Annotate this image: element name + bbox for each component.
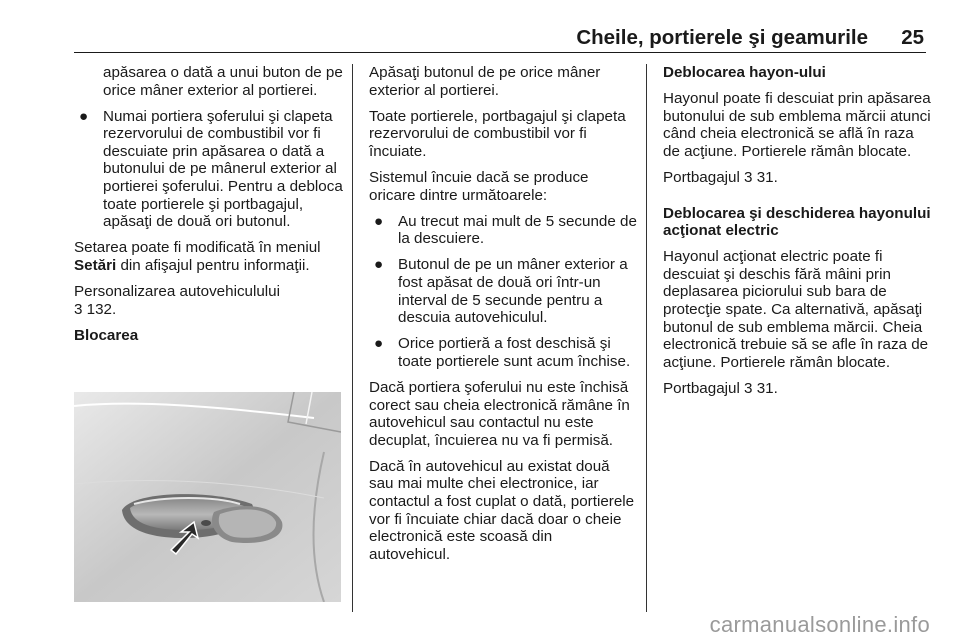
column-1 (74, 64, 346, 353)
bullet-text: Orice portieră a fost deschisă şi toate portierele sunt acum închise. (398, 335, 631, 370)
header-title: Cheile, portierele şi geamurile (576, 26, 868, 49)
section-heading-locking: Blocarea (74, 326, 139, 344)
bullet-text: Butonul de pe un mâner exterior a fost apăsat de două ori într-un interval de 5 secunde pentru a descuia autovehiculul. (398, 256, 628, 327)
column-2 (369, 64, 637, 572)
subheading-tailgate-unlock: Deblocarea hayon-ului (663, 64, 826, 81)
subheading-power-tailgate: Deblocarea şi deschiderea hayonului acţionat electric (663, 204, 931, 240)
personalization-text: Personalizarea autovehiculului (74, 283, 281, 301)
paragraph: Toate portierele, portbagajul şi clapeta rezervorului de combustibil vor fi încuiate. (369, 107, 626, 160)
column-divider-left (352, 64, 353, 612)
paragraph: Apăsaţi butonul de pe orice mâner exterior al portierei. (369, 64, 601, 99)
page-reference: 3 132. (74, 300, 117, 318)
paragraph: Portbagajul 3 31. (663, 379, 778, 397)
settings-text-prefix: Setarea poate fi modificată în meniul (74, 239, 321, 257)
bullet-dot: ● (374, 335, 384, 353)
paragraph: Dacă portiera şoferului nu este închisă corect sau cheia electronică rămâne în autovehicul sau contactul nu este decuplat, încuierea nu va fi permisă. (369, 378, 630, 449)
paragraph: Hayonul acţionat electric poate fi descuiat şi deschis fără mâini prin deplasarea piciorului sub bara de protecţie spate. Ca alternativă, apăsaţi butonul de sub emblema mărcii. Cheia electronică trebuie să se afle în raza de acţiune. Portierele rămân blocate. (663, 248, 929, 371)
bullet-item (369, 213, 637, 248)
continued-text: apăsarea o dată a unui buton de pe orice mâner exterior al portierei. (103, 64, 343, 99)
bullet-text: Au trecut mai mult de 5 secunde de la descuiere. (398, 212, 637, 248)
paragraph: Dacă în autovehicul au existat două sau mai multe chei electronice, iar contactul a fost cuplat o dată, portierele vor fi încuiate chiar dacă doar o cheie electronică este scoasă din autovehicul. (369, 457, 635, 563)
paragraph: Hayonul poate fi descuiat prin apăsarea butonului de sub emblema mărcii atunci când cheia electronică se află în raza de acţiune. Portierele rămân blocate. (663, 90, 931, 160)
settings-paragraph (74, 239, 346, 274)
door-handle-photo (74, 392, 341, 602)
bullet-item (369, 335, 637, 370)
footer-watermark: carmanualsonline.info (709, 612, 930, 637)
personalization-paragraph (74, 283, 346, 318)
bullet-text: Numai portiera şoferului şi clapeta rezervorului de combustibil vor fi descuiate prin apăsarea o dată a butonului de pe mânerul exterior al portierei şoferului. Pentru a debloca toate portierele şi portbagajul, apăsaţi de două ori butonul. (103, 107, 343, 231)
bullet-item (369, 256, 637, 326)
column-divider-right (646, 64, 647, 612)
paragraph: Portbagajul 3 31. (663, 168, 778, 186)
bullet-dot: ● (374, 256, 384, 274)
bullet-dot: ● (374, 212, 384, 230)
settings-text-suffix: din afişajul pentru informaţii. (116, 256, 310, 274)
column-3 (663, 64, 933, 406)
settings-menu-term: Setări (74, 256, 117, 274)
header-rule (74, 52, 926, 53)
bullet-item (74, 108, 346, 231)
bullet-dot: ● (79, 107, 89, 125)
paragraph: Sistemul încuie dacă se produce oricare dintre următoarele: (369, 168, 589, 204)
page-number: 25 (901, 26, 924, 49)
